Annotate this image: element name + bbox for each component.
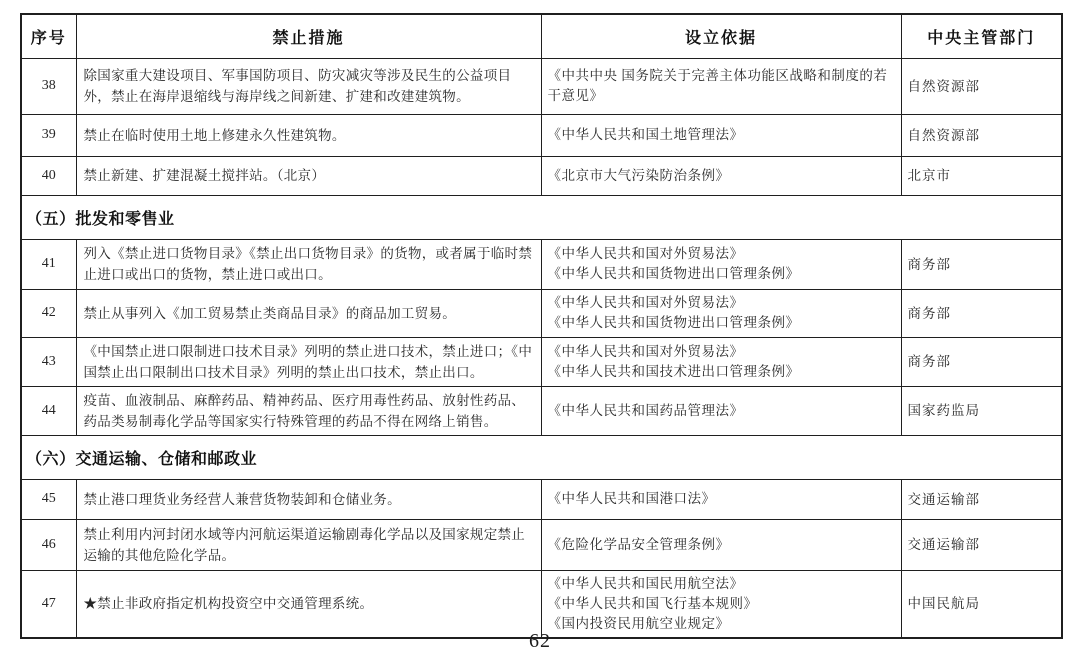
section-row [21,195,1062,239]
row-number-cell: 44 [21,386,76,435]
table-row [21,289,1062,337]
department-cell: 商务部 [901,337,1062,386]
table-header-row [21,14,1062,58]
measure-cell: 《中国禁止进口限制进口技术目录》列明的禁止进口技术，禁止进口；《中国禁止出口限制出口技术目录》列明的禁止出口技术，禁止出口。 [76,337,541,386]
section-row [21,435,1062,479]
table-row [21,519,1062,570]
page-number: 62 [529,630,551,652]
measure-cell: 禁止在临时使用土地上修建永久性建筑物。 [76,114,541,156]
basis-cell [541,519,901,570]
section-title: （五）批发和零售业 [21,195,1062,239]
basis-line: 《中华人民共和国对外贸易法》 [547,343,744,359]
table-row [21,156,1062,195]
department-cell: 商务部 [901,289,1062,337]
row-number-cell: 43 [21,337,76,386]
measure-cell: 禁止利用内河封闭水域等内河航运渠道运输剧毒化学品以及国家规定禁止运输的其他危险化学品。 [76,519,541,570]
basis-line: 《北京市大气污染防治条例》 [547,167,730,183]
basis-cell [541,289,901,337]
header-legal-basis: 设立依据 [541,14,901,58]
department-cell: 国家药监局 [901,386,1062,435]
measure-cell: 禁止从事列入《加工贸易禁止类商品目录》的商品加工贸易。 [76,289,541,337]
basis-line: 《国内投资民用航空业规定》 [547,615,730,631]
header-seq-number: 序号 [21,14,76,58]
basis-line: 《中华人民共和国货物进出口管理条例》 [547,315,800,330]
measure-cell: 疫苗、血液制品、麻醉药品、精神药品、医疗用毒性药品、放射性药品、药品类易制毒化学品等国家实行特殊管理的药品不得在网络上销售。 [76,386,541,435]
header-prohibition-measure: 禁止措施 [76,14,541,58]
table-row [21,58,1062,114]
basis-line: 《危险化学品安全管理条例》 [547,536,730,552]
table-row [21,239,1062,289]
basis-cell [541,239,901,289]
table-row [21,570,1062,638]
basis-cell [541,58,901,114]
department-cell: 交通运输部 [901,479,1062,519]
department-cell: 自然资源部 [901,114,1062,156]
basis-line: 《中华人民共和国对外贸易法》 [547,295,744,310]
measure-cell: 除国家重大建设项目、军事国防项目、防灾减灾等涉及民生的公益项目外，禁止在海岸退缩线与海岸线之间新建、扩建和改建建筑物。 [76,58,541,114]
row-number-cell: 45 [21,479,76,519]
table-row [21,479,1062,519]
header-central-department: 中央主管部门 [901,14,1062,58]
measure-cell: 禁止新建、扩建混凝土搅拌站。（北京） [76,156,541,195]
basis-cell [541,570,901,638]
row-number-cell: 38 [21,58,76,114]
basis-cell [541,337,901,386]
basis-line: 《中华人民共和国货物进出口管理条例》 [547,266,800,281]
basis-cell [541,479,901,519]
department-cell: 商务部 [901,239,1062,289]
department-cell: 中国民航局 [901,570,1062,638]
basis-line: 《中共中央 国务院关于完善主体功能区战略和制度的若干意见》 [547,68,888,103]
row-number-cell: 46 [21,519,76,570]
section-title: （六）交通运输、仓储和邮政业 [21,435,1062,479]
row-number-cell: 42 [21,289,76,337]
table-row [21,386,1062,435]
measure-cell: 列入《禁止进口货物目录》《禁止出口货物目录》的货物，或者属于临时禁止进口或出口的货物，禁止进口或出口。 [76,239,541,289]
measure-cell: ★禁止非政府指定机构投资空中交通管理系统。 [76,570,541,638]
basis-cell [541,156,901,195]
basis-line: 《中华人民共和国港口法》 [547,491,716,506]
department-cell: 自然资源部 [901,58,1062,114]
basis-cell [541,114,901,156]
row-number-cell: 47 [21,570,76,638]
row-number-cell: 40 [21,156,76,195]
basis-line: 《中华人民共和国飞行基本规则》 [547,595,758,611]
prohibition-measures-table [20,13,1063,639]
basis-line: 《中华人民共和国土地管理法》 [547,127,744,142]
row-number-cell: 39 [21,114,76,156]
basis-line: 《中华人民共和国对外贸易法》 [547,246,744,261]
basis-line: 《中华人民共和国民用航空法》 [547,575,744,591]
measure-cell: 禁止港口理货业务经营人兼营货物装卸和仓储业务。 [76,479,541,519]
table-row [21,337,1062,386]
basis-line: 《中华人民共和国技术进出口管理条例》 [547,363,800,379]
basis-line: 《中华人民共和国药品管理法》 [547,402,744,418]
table-row [21,114,1062,156]
department-cell: 交通运输部 [901,519,1062,570]
row-number-cell: 41 [21,239,76,289]
department-cell: 北京市 [901,156,1062,195]
basis-cell [541,386,901,435]
